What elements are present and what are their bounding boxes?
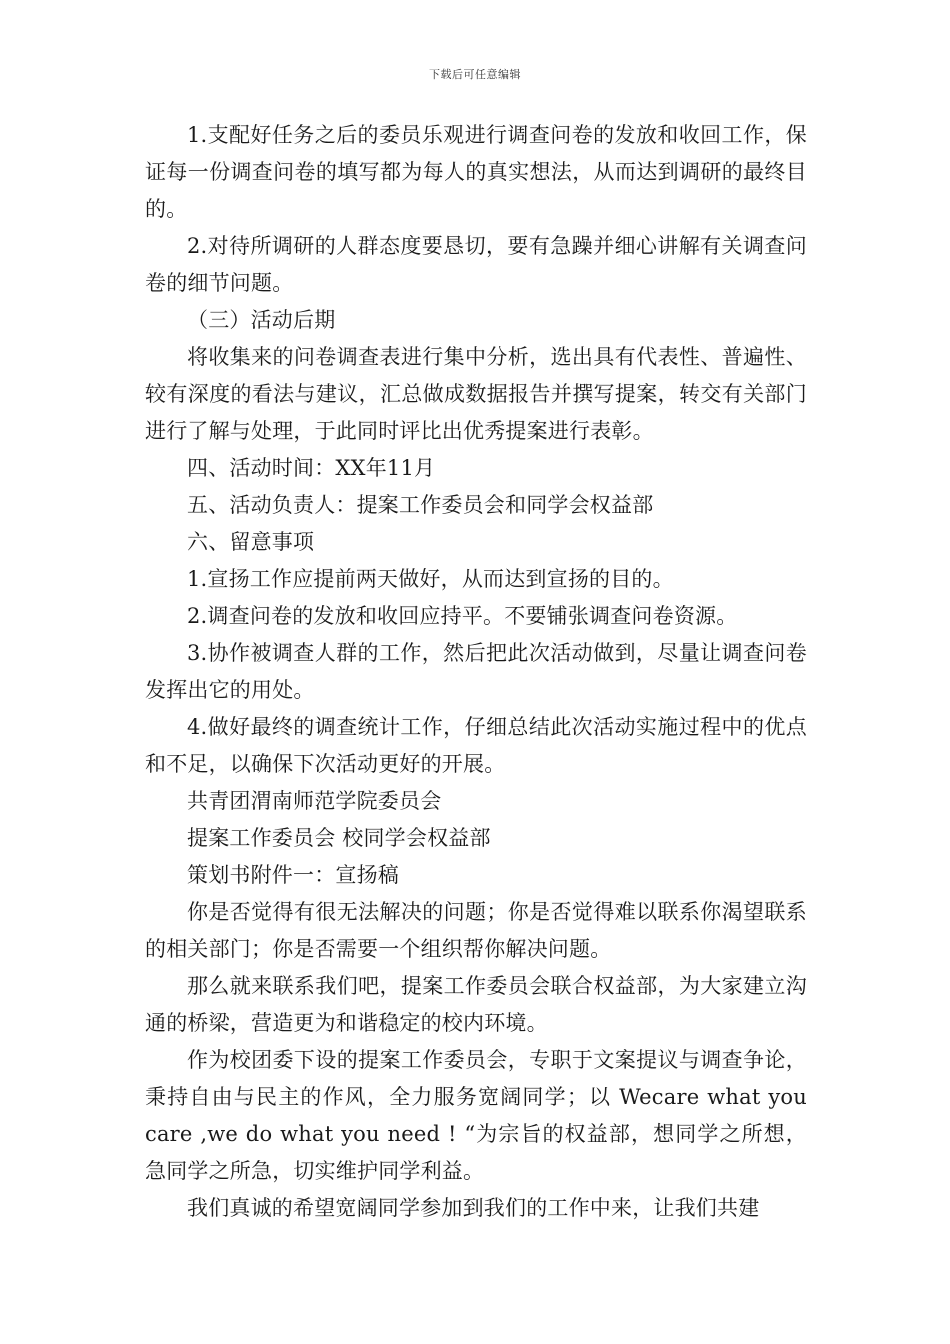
note-item-4: 4.做好最终的调查统计工作，仔细总结此次活动实施过程中的优点和不足，以确保下次活动更好的开展。 [145, 715, 807, 776]
note-item-2: 2.调查问卷的发放和收回应持平。不要铺张调查问卷资源。 [187, 604, 738, 628]
paragraph-attitude: 2.对待所调研的人群态度要恳切，要有急躁并细心讲解有关调查问卷的细节问题。 [145, 234, 807, 295]
note-item-1: 1.宣扬工作应提前两天做好，从而达到宣扬的目的。 [187, 567, 674, 591]
page-header: 下载后可任意编辑 [429, 68, 521, 81]
attachment-title: 策划书附件一：宣扬稿 [187, 863, 399, 887]
section-heading-responsible: 五、活动负责人：提案工作委员会和同学会权益部 [187, 493, 654, 517]
paragraph-mission: 作为校团委下设的提案工作委员会，专职于文案提议与调查争论，秉持自由与民主的作风，全力服务宽阔同学；以 Wecare what you care ,we do what you need ! “为宗旨的权益部，想同学之所想，急同学之所急，切实维护同学利益。 [145, 1048, 807, 1183]
section-heading-late-stage: （三）活动后期 [187, 308, 336, 332]
paragraph-questions: 你是否觉得有很无法解决的问题；你是否觉得难以联系你渴望联系的相关部门；你是否需要一个组织帮你解决问题。 [145, 900, 807, 961]
signature-departments: 提案工作委员会 校同学会权益部 [187, 826, 491, 850]
paragraph-invitation: 我们真诚的希望宽阔同学参加到我们的工作中来，让我们共建 [187, 1196, 760, 1220]
document-body [145, 117, 807, 1227]
paragraph-task-assignment: 1.支配好任务之后的委员乐观进行调查问卷的发放和收回工作，保证每一份调查问卷的填写都为每人的真实想法，从而达到调研的最终目的。 [145, 123, 807, 221]
signature-committee: 共青团渭南师范学院委员会 [187, 789, 442, 813]
note-item-3: 3.协作被调查人群的工作，然后把此次活动做到，尽量让调查问卷发挥出它的用处。 [145, 641, 807, 702]
section-heading-notes: 六、留意事项 [187, 530, 315, 554]
paragraph-analysis: 将收集来的问卷调查表进行集中分析，选出具有代表性、普遍性、较有深度的看法与建议，汇总做成数据报告并撰写提案，转交有关部门进行了解与处理，于此同时评比出优秀提案进行表彰。 [145, 345, 807, 443]
paragraph-contact-us: 那么就来联系我们吧，提案工作委员会联合权益部，为大家建立沟通的桥梁，营造更为和谐稳定的校内环境。 [145, 974, 807, 1035]
section-heading-activity-time: 四、活动时间：XX年11月 [187, 456, 436, 480]
